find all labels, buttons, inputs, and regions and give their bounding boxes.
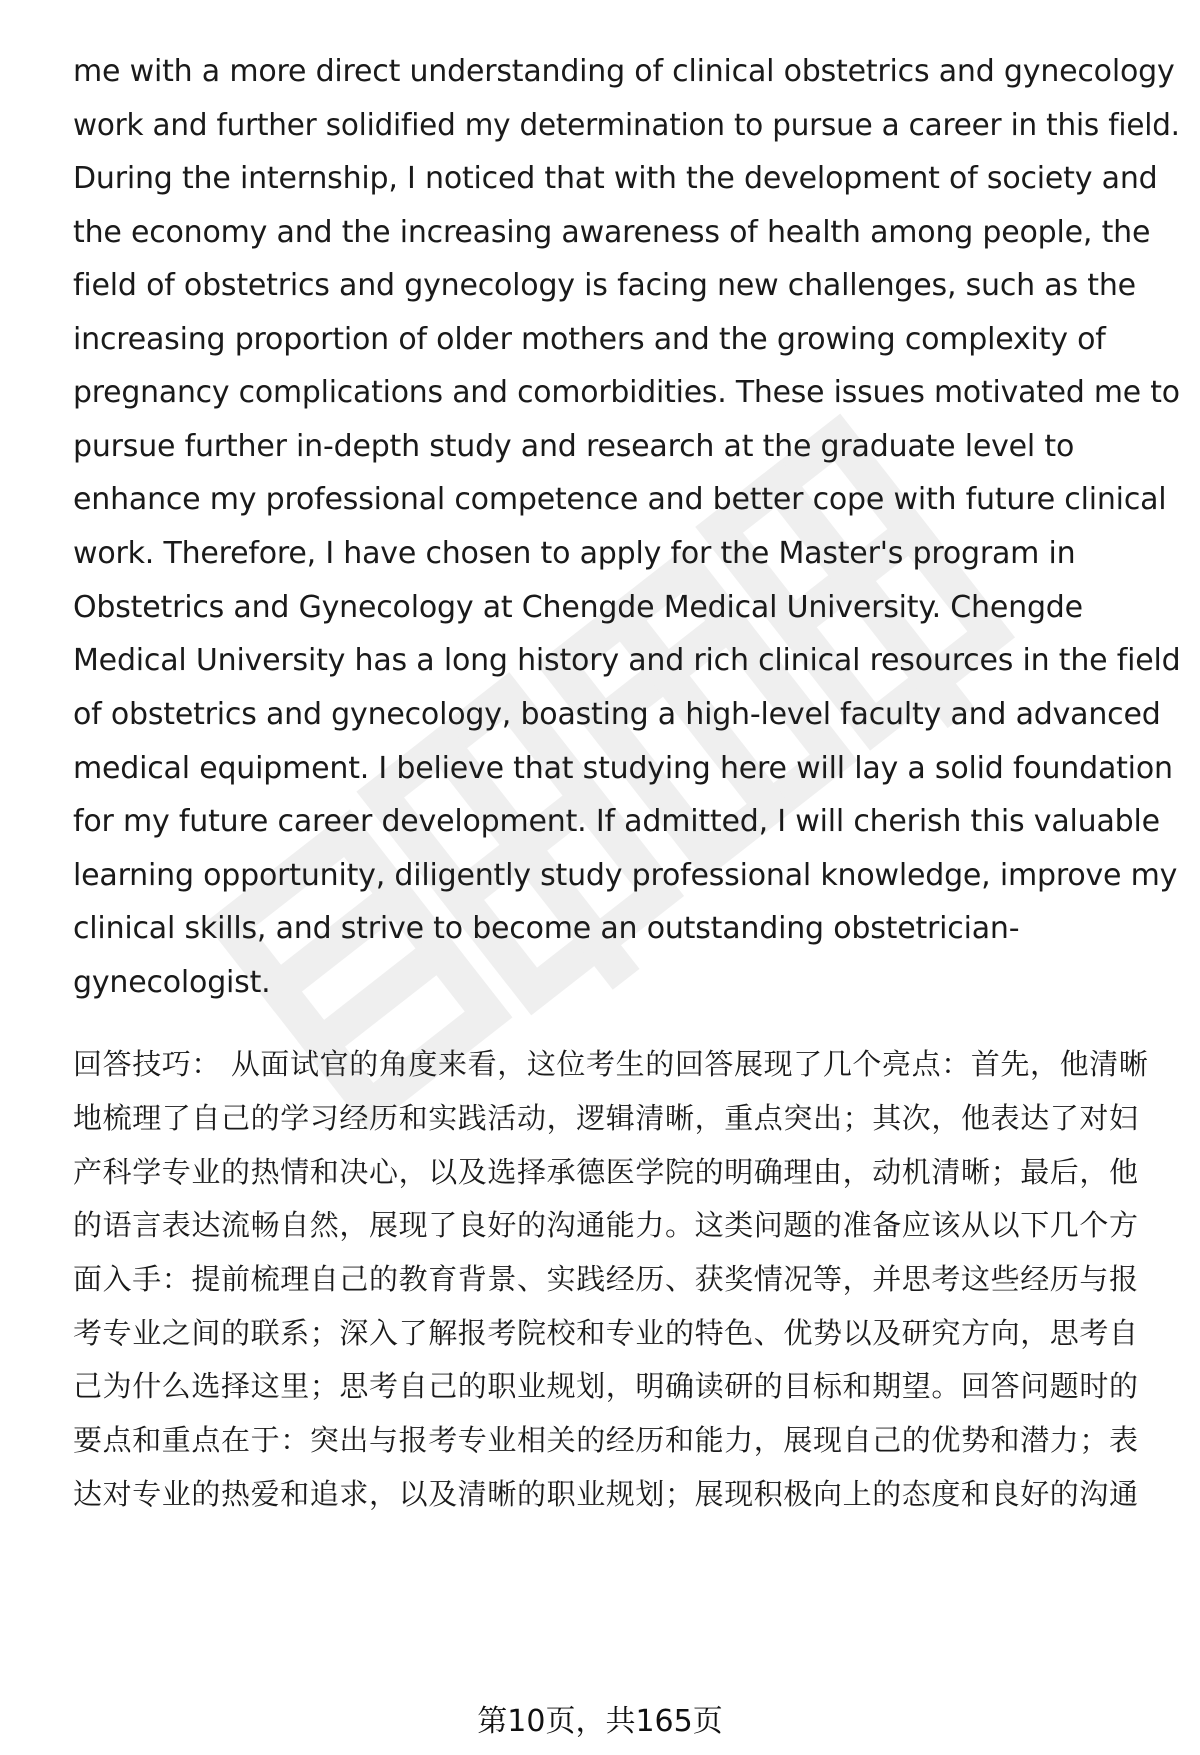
tips-text-line: 面入手：提前梳理自己的教育背景、实践经历、获奖情况等，并思考这些经历与报 xyxy=(73,1262,1139,1296)
body-text-line: for my future career development. If admitted, I will cherish this valuable xyxy=(73,804,1160,839)
body-text-line: enhance my professional competence and better cope with future clinical xyxy=(73,482,1167,517)
body-text-line: field of obstetrics and gynecology is facing new challenges, such as the xyxy=(73,268,1136,303)
tips-text-line: 回答技巧： 从面试官的角度来看，这位考生的回答展现了几个亮点：首先，他清晰 xyxy=(73,1047,1149,1081)
tips-text-line: 产科学专业的热情和决心，以及选择承德医学院的明确理由，动机清晰；最后，他 xyxy=(73,1155,1139,1189)
body-text-line: work and further solidified my determination to pursue a career in this field. xyxy=(73,108,1180,143)
body-text-line: medical equipment. I believe that studying here will lay a solid foundation xyxy=(73,751,1173,786)
tips-text-line: 考专业之间的联系；深入了解报考院校和专业的特色、优势以及研究方向，思考自 xyxy=(73,1316,1139,1350)
body-text-line: Obstetrics and Gynecology at Chengde Medical University. Chengde xyxy=(73,590,1083,625)
body-text-line: of obstetrics and gynecology, boasting a high-level faculty and advanced xyxy=(73,697,1161,732)
page-number-footer: 第10页，共165页 xyxy=(477,1704,723,1739)
body-text-line: During the internship, I noticed that with the development of society and xyxy=(73,161,1158,196)
body-text-line: work. Therefore, I have chosen to apply for the Master's program in xyxy=(73,536,1076,571)
body-text-line: learning opportunity, diligently study professional knowledge, improve my xyxy=(73,858,1178,893)
tips-text-line: 的语言表达流畅自然，展现了良好的沟通能力。这类问题的准备应该从以下几个方 xyxy=(73,1208,1139,1242)
tips-text-line: 地梳理了自己的学习经历和实践活动，逻辑清晰，重点突出；其次，他表达了对妇 xyxy=(73,1101,1139,1135)
body-text-line: gynecologist. xyxy=(73,965,271,1000)
tips-text-line: 达对专业的热爱和追求，以及清晰的职业规划；展现积极向上的态度和良好的沟通 xyxy=(73,1477,1139,1511)
tips-text-line: 己为什么选择这里；思考自己的职业规划，明确读研的目标和期望。回答问题时的 xyxy=(73,1369,1139,1403)
tips-text-line: 要点和重点在于：突出与报考专业相关的经历和能力，展现自己的优势和潜力；表 xyxy=(73,1423,1139,1457)
body-text-line: Medical University has a long history and rich clinical resources in the field xyxy=(73,643,1181,678)
body-text-line: clinical skills, and strive to become an outstanding obstetrician- xyxy=(73,911,1020,946)
body-text-line: me with a more direct understanding of clinical obstetrics and gynecology xyxy=(73,54,1175,89)
body-text-line: pursue further in-depth study and research at the graduate level to xyxy=(73,429,1075,464)
body-text-line: pregnancy complications and comorbidities. These issues motivated me to xyxy=(73,375,1180,410)
body-text-line: increasing proportion of older mothers and the growing complexity of xyxy=(73,322,1106,357)
body-text-line: the economy and the increasing awareness of health among people, the xyxy=(73,215,1151,250)
